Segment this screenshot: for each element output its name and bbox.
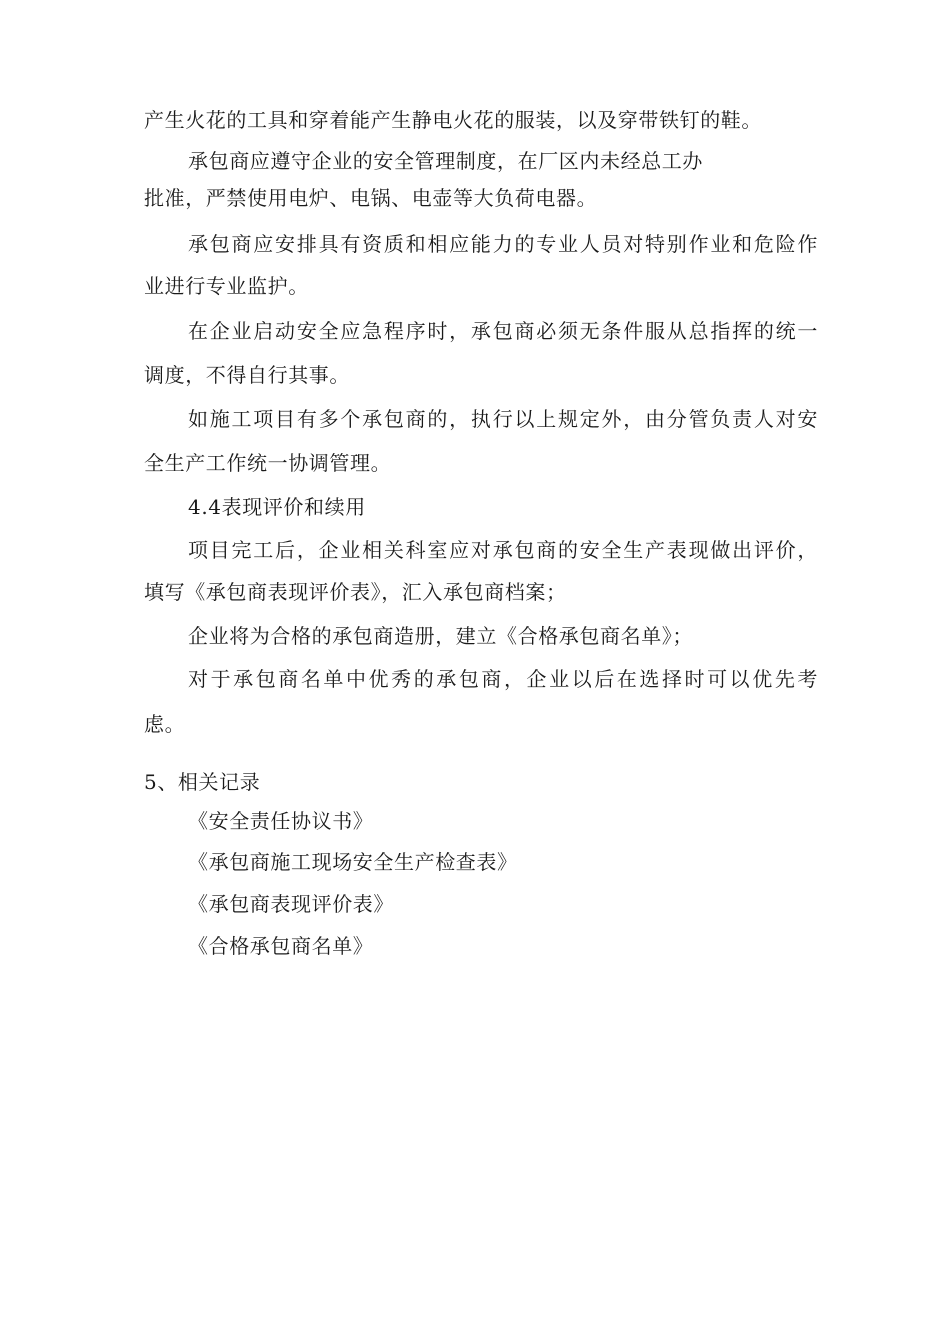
paragraph-line: 产生火花的工具和穿着能产生静电火花的服装，以及穿带铁钉的鞋。 — [144, 108, 762, 132]
paragraph-line: 项目完工后，企业相关科室应对承包商的安全生产表现做出评价， — [188, 538, 818, 562]
record-item: 《合格承包商名单》 — [188, 934, 374, 958]
paragraph-line: 虑。 — [144, 712, 186, 736]
record-item: 《安全责任协议书》 — [188, 809, 374, 833]
paragraph-line: 调度，不得自行其事。 — [144, 363, 350, 387]
section-title: 5、相关记录 — [144, 770, 261, 794]
paragraph-line: 填写《承包商表现评价表》，汇入承包商档案； — [144, 580, 567, 604]
paragraph-line: 全生产工作统一协调管理。 — [144, 451, 392, 475]
record-item: 《承包商施工现场安全生产检查表》 — [188, 850, 518, 874]
paragraph-line: 业进行专业监护。 — [144, 274, 309, 298]
paragraph-line: 批准，严禁使用电炉、电锅、电壶等大负荷电器。 — [144, 186, 598, 210]
paragraph-line: 承包商应遵守企业的安全管理制度，在厂区内未经总工办 — [188, 149, 703, 173]
paragraph-line: 承包商应安排具有资质和相应能力的专业人员对特别作业和危险作 — [188, 232, 818, 256]
paragraph-line: 在企业启动安全应急程序时，承包商必须无条件服从总指挥的统一 — [188, 319, 818, 343]
paragraph-line: 如施工项目有多个承包商的，执行以上规定外，由分管负责人对安 — [188, 407, 818, 431]
record-item: 《承包商表现评价表》 — [188, 892, 394, 916]
paragraph-line: 企业将为合格的承包商造册，建立《合格承包商名单》； — [188, 624, 693, 648]
paragraph-line: 对于承包商名单中优秀的承包商，企业以后在选择时可以优先考 — [188, 667, 818, 691]
subsection-heading: 4.4表现评价和续用 — [188, 495, 366, 519]
